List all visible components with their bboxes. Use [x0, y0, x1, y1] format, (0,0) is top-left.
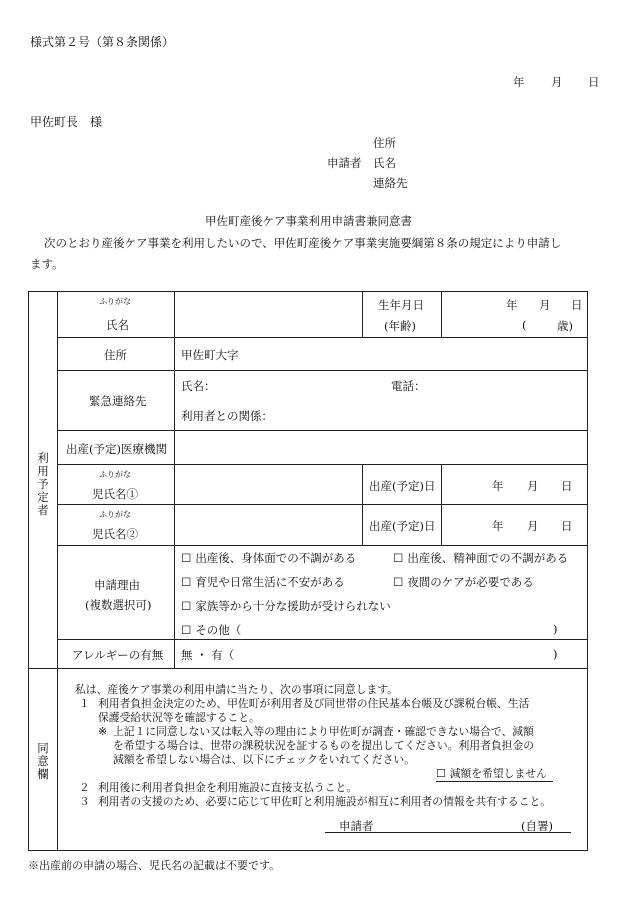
age-unit: 歳): [557, 319, 573, 333]
emergency-name-label: 氏名：: [181, 379, 216, 393]
child1-label: 児氏名①: [92, 487, 138, 501]
note-line-3: 減額を希望しない場合は、以下にチェックをいれてください。: [113, 753, 415, 766]
applicant-label: 申請者: [327, 156, 362, 170]
child1-due-year: 年: [492, 479, 504, 493]
intro-line-2: ます。: [30, 257, 64, 271]
child2-due-month: 月: [527, 519, 539, 533]
consent-2-num: ２: [79, 781, 90, 794]
emergency-phone-label: 電話：: [391, 379, 426, 393]
intro-line-1: 次のとおり産後ケア事業を利用したいので、甲佐町産後ケア事業実施要綱第８条の規定により申請し: [44, 236, 562, 250]
reason-checkbox-parenting[interactable]: ☐ 育児や日常生活に不安がある: [181, 574, 345, 590]
addressee: 甲佐町長 様: [30, 115, 103, 129]
name-label: 氏名: [106, 318, 129, 332]
emergency-relation-label: 利用者との関係：: [181, 409, 273, 423]
child2-furigana-label: ふりがな: [99, 510, 131, 519]
date-year: 年: [513, 75, 525, 89]
child1-due-label: 出産(予定)日: [369, 479, 436, 493]
reason-checkbox-physical[interactable]: ☐ 出産後、身体面での不調がある: [181, 550, 356, 566]
birth-month-unit: 月: [539, 298, 551, 312]
address-label: 住所: [104, 348, 127, 362]
child1-due-day: 日: [561, 479, 573, 493]
address-value: 甲佐町大字: [181, 348, 239, 362]
child2-due-year: 年: [492, 519, 504, 533]
date-month: 月: [551, 75, 563, 89]
consent-1-line-b: 保護受給状況等を確認すること。: [98, 711, 260, 724]
reason-sub-label: (複数選択可): [85, 598, 152, 612]
child1-furigana-label: ふりがな: [99, 470, 131, 479]
consent-2: 利用後に利用者負担金を利用施設に直接支払うこと。: [98, 781, 358, 794]
age-label: (年齢): [384, 319, 416, 333]
section-consent-label: 同意欄: [37, 741, 49, 781]
applicant-name-label: 氏名: [373, 156, 396, 170]
form-code: 様式第２号（第８条関係）: [30, 35, 175, 49]
child1-due-month: 月: [527, 479, 539, 493]
reason-checkbox-family-support[interactable]: ☐ 家族等から十分な援助が受けられない: [181, 598, 391, 614]
consent-1-num: １: [79, 697, 90, 710]
note-line-1: 上記１に同意しない又は転入等の理由により甲佐町が調査・確認できない場合で、減額: [113, 725, 534, 738]
applicant-contact-label: 連絡先: [373, 176, 408, 190]
consent-1-line-a: 利用者負担金決定のため、甲佐町が利用者及び同世帯の住民基本台帳及び課税台帳、生活: [98, 697, 530, 710]
emergency-label: 緊急連絡先: [89, 394, 147, 408]
footnote: ※出産前の申請の場合、児氏名の記載は不要です。: [28, 859, 281, 872]
reason-checkbox-night-care[interactable]: ☐ 夜間のケアが必要である: [393, 574, 534, 590]
consent-3-num: ３: [79, 795, 90, 808]
allergy-value[interactable]: 無 ・ 有（: [181, 648, 235, 662]
consent-3: 利用者の支援のため、必要に応じて甲佐町と利用施設が相互に利用者の情報を共有すること。: [98, 795, 552, 808]
applicant-address-label: 住所: [373, 136, 396, 150]
birth-label: 生年月日: [378, 298, 424, 312]
section-user-label: 利用予定者: [37, 451, 49, 517]
allergy-label: アレルギーの有無: [72, 648, 164, 662]
allergy-close: ): [553, 647, 558, 661]
document-title: 甲佐町産後ケア事業利用申請書兼同意書: [205, 214, 412, 228]
no-reduction-checkbox[interactable]: ☐ 減額を希望しません: [436, 767, 553, 782]
reason-checkbox-other[interactable]: ☐ その他（: [181, 622, 241, 638]
child2-due-label: 出産(予定)日: [369, 519, 436, 533]
child2-due-day: 日: [561, 519, 573, 533]
age-paren-open: (: [522, 318, 527, 332]
signature-note: (自署): [521, 819, 553, 833]
reason-checkbox-mental[interactable]: ☐ 出産後、精神面での不調がある: [393, 550, 568, 566]
reason-label: 申請理由: [94, 578, 140, 592]
note-line-2: を希望する場合は、世帯の課税状況を証するものを提出してください。利用者負担金の: [113, 739, 535, 752]
hospital-label: 出産(予定)医療機関: [66, 442, 167, 456]
note-mark: ※: [98, 725, 108, 738]
name-furigana-label: ふりがな: [99, 297, 131, 306]
date-day: 日: [588, 75, 600, 89]
reason-other-close: ): [553, 622, 558, 636]
child2-label: 児氏名②: [92, 527, 138, 541]
consent-intro: 私は、産後ケア事業の利用申請に当たり、次の事項に同意します。: [75, 683, 399, 696]
signer-label: 申請者: [339, 819, 374, 833]
birth-year-unit: 年: [506, 298, 518, 312]
birth-day-unit: 日: [571, 298, 583, 312]
